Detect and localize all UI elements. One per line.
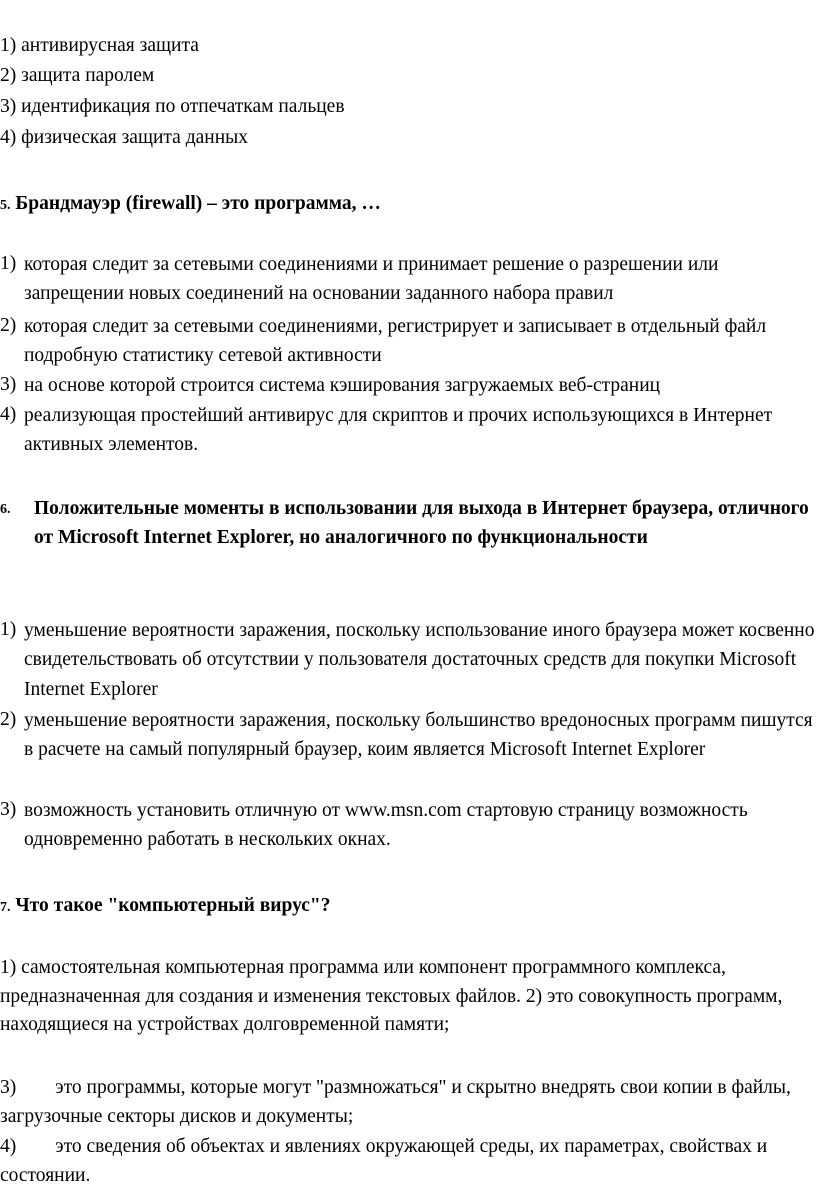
q5-option-1-text: которая следит за сетевыми соединениями и принимает решение о разрешении или запрещении новых соединений на основании заданного набора правил — [24, 254, 719, 305]
q4-option-4: 4) физическая защита данных — [0, 127, 249, 148]
q6-option-2-text: уменьшение вероятности заражения, поскольку большинство вредоносных программ пишутся в расчете на самый популярный браузер, коим является Microsoft Internet Explorer — [24, 710, 813, 761]
q4-option-3: 3) идентификация по отпечаткам пальцев — [0, 96, 345, 117]
q4-option-2: 2) защита паролем — [0, 65, 155, 86]
q5-number: 5. — [0, 198, 11, 213]
q7-number: 7. — [0, 900, 11, 915]
q7-title: Что такое "компьютерный вирус"? — [15, 895, 331, 916]
q6-option-1-text: уменьшение вероятности заражения, поскольку использование иного браузера может косвенно свидетельствовать об отсутствии у пользователя достаточных средств для покупки Microsoft Internet Explorer — [24, 620, 815, 700]
q7-heading — [0, 892, 331, 922]
q6-option-3-text: возможность установить отличную от www.msn.com стартовую страницу возможность одновременно работать в нескольких окнах. — [24, 800, 748, 851]
q5-option-4-number: 4) — [0, 404, 17, 425]
q6-option-1-number: 1) — [0, 619, 17, 640]
q5-option-2-text: которая следит за сетевыми соединениями, регистрирует и записывает в отдельный файл подробную статистику сетевой активности — [24, 316, 767, 367]
q5-option-3-number: 3) — [0, 374, 17, 395]
q4-option-1: 1) антивирусная защита — [0, 35, 199, 56]
q5-heading — [0, 190, 381, 220]
q7-option-3 — [0, 1074, 800, 1131]
q7-option-4-number: 4) — [0, 1136, 17, 1157]
q6-option-3-number: 3) — [0, 799, 17, 820]
q6-option-2-number: 2) — [0, 709, 17, 730]
q7-option-4-text: это сведения об объектах и явлениях окружающей среды, их параметрах, свойствах и состоянии. — [0, 1136, 768, 1186]
q5-option-2-number: 2) — [0, 315, 17, 336]
q5-option-3-text: на основе которой строится система кэширования загружаемых веб-страниц — [24, 375, 661, 396]
q7-option-3-text: это программы, которые могут "размножаться" и скрытно внедрять свои копии в файлы, загрузочные секторы дисков и документы; — [0, 1077, 791, 1127]
q6-number: 6. — [0, 502, 11, 517]
q7-options-1-2: 1) самостоятельная компьютерная программа или компонент программного комплекса, предназначенная для создания и изменения текстовых файлов. 2) это совокупность программ, находящиеся на устройствах долговременной памяти; — [0, 957, 783, 1036]
q6-title: Положительные моменты в использовании для выхода в Интернет браузера, отличного от Microsoft Internet Explorer, но аналогичного по функциональности — [34, 498, 809, 548]
q7-option-4 — [0, 1133, 800, 1190]
q7-option-3-number: 3) — [0, 1077, 17, 1098]
q5-option-4-text: реализующая простейший антивирус для скриптов и прочих использующихся в Интернет активных элементов. — [24, 405, 773, 456]
q5-option-1-number: 1) — [0, 253, 17, 274]
q5-title: Брандмауэр (firewall) – это программа, … — [15, 193, 381, 214]
